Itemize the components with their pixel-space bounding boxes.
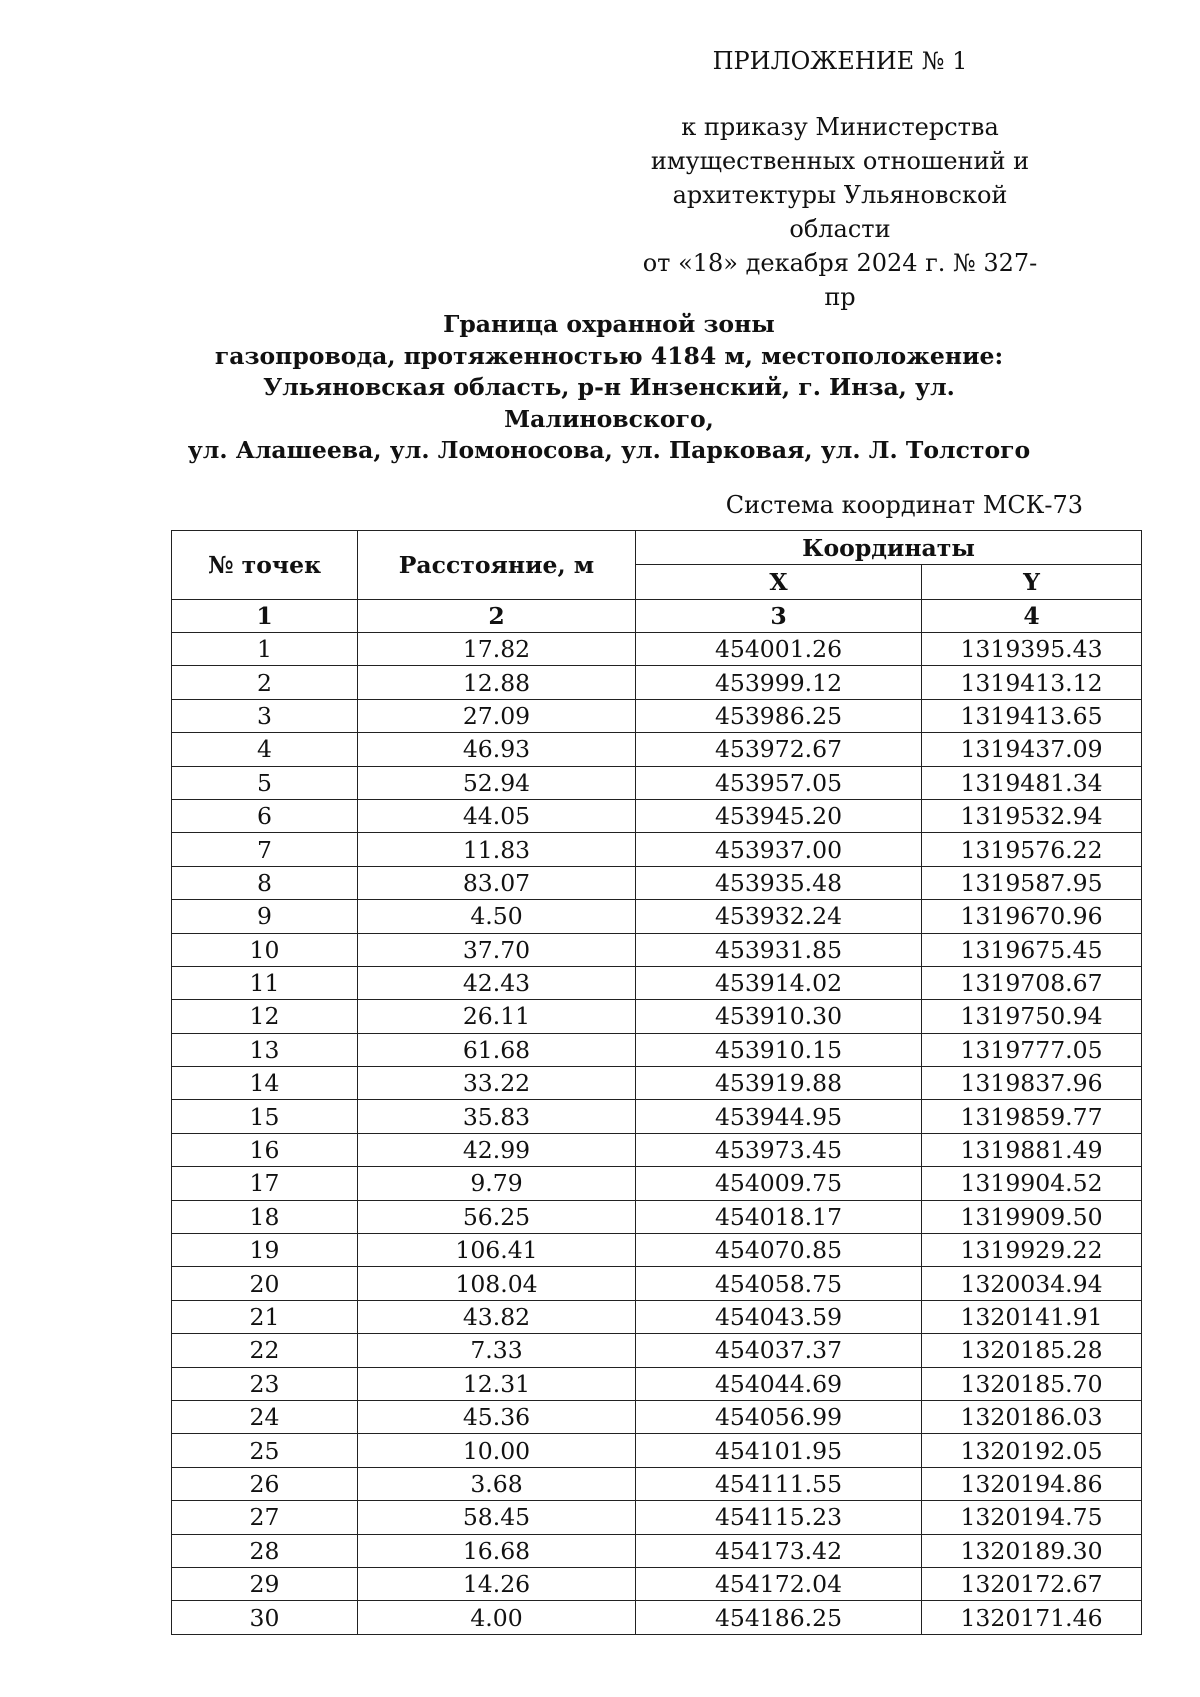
point-number-cell: 15 xyxy=(172,1100,358,1133)
x-coordinate-cell: 453999.12 xyxy=(636,666,922,699)
table-row xyxy=(172,1367,1142,1400)
table-row xyxy=(172,1067,1142,1100)
distance-cell: 52.94 xyxy=(358,766,636,799)
table-row xyxy=(172,1601,1142,1634)
y-coordinate-cell: 1319777.05 xyxy=(922,1033,1142,1066)
point-number-cell: 3 xyxy=(172,699,358,732)
document-title-line: ул. Алашеева, ул. Ломоносова, ул. Парковая, ул. Л. Толстого xyxy=(187,436,1031,464)
point-number-cell: 23 xyxy=(172,1367,358,1400)
distance-cell: 37.70 xyxy=(358,933,636,966)
point-number-cell: 17 xyxy=(172,1167,358,1200)
coordinates-table xyxy=(171,530,1142,1635)
distance-cell: 33.22 xyxy=(358,1067,636,1100)
header-coordinates: Координаты xyxy=(636,531,1142,565)
column-number: 3 xyxy=(636,600,922,633)
point-number-cell: 25 xyxy=(172,1434,358,1467)
x-coordinate-cell: 454009.75 xyxy=(636,1167,922,1200)
x-coordinate-cell: 453935.48 xyxy=(636,866,922,899)
table-row xyxy=(172,1100,1142,1133)
distance-cell: 58.45 xyxy=(358,1501,636,1534)
x-coordinate-cell: 454001.26 xyxy=(636,633,922,666)
y-coordinate-cell: 1320192.05 xyxy=(922,1434,1142,1467)
table-body xyxy=(172,633,1142,1635)
y-coordinate-cell: 1320194.86 xyxy=(922,1467,1142,1500)
header-y: Y xyxy=(922,565,1142,600)
distance-cell: 42.43 xyxy=(358,966,636,999)
x-coordinate-cell: 454186.25 xyxy=(636,1601,922,1634)
point-number-cell: 18 xyxy=(172,1200,358,1233)
point-number-cell: 16 xyxy=(172,1133,358,1166)
document-title xyxy=(170,309,1048,467)
y-coordinate-cell: 1319481.34 xyxy=(922,766,1142,799)
distance-cell: 4.00 xyxy=(358,1601,636,1634)
point-number-cell: 22 xyxy=(172,1334,358,1367)
distance-cell: 43.82 xyxy=(358,1300,636,1333)
y-coordinate-cell: 1319587.95 xyxy=(922,866,1142,899)
distance-cell: 17.82 xyxy=(358,633,636,666)
table-row xyxy=(172,766,1142,799)
point-number-cell: 9 xyxy=(172,900,358,933)
distance-cell: 106.41 xyxy=(358,1234,636,1267)
y-coordinate-cell: 1320194.75 xyxy=(922,1501,1142,1534)
x-coordinate-cell: 453931.85 xyxy=(636,933,922,966)
x-coordinate-cell: 454111.55 xyxy=(636,1467,922,1500)
document-title-line: газопровода, протяженностью 4184 м, местоположение: xyxy=(214,341,1004,370)
table-row xyxy=(172,900,1142,933)
x-coordinate-cell: 453957.05 xyxy=(636,766,922,799)
y-coordinate-cell: 1320185.28 xyxy=(922,1334,1142,1367)
coordinate-system-label: Система координат МСК-73 xyxy=(725,491,1083,519)
point-number-cell: 14 xyxy=(172,1067,358,1100)
table-row xyxy=(172,666,1142,699)
header-x: X xyxy=(636,565,922,600)
y-coordinate-cell: 1320034.94 xyxy=(922,1267,1142,1300)
column-number: 4 xyxy=(922,600,1142,633)
point-number-cell: 12 xyxy=(172,1000,358,1033)
table-row xyxy=(172,699,1142,732)
x-coordinate-cell: 454101.95 xyxy=(636,1434,922,1467)
appendix-title: ПРИЛОЖЕНИЕ № 1 xyxy=(712,47,968,75)
x-coordinate-cell: 454037.37 xyxy=(636,1334,922,1367)
table-row xyxy=(172,833,1142,866)
y-coordinate-cell: 1320141.91 xyxy=(922,1300,1142,1333)
distance-cell: 12.88 xyxy=(358,666,636,699)
table-row xyxy=(172,966,1142,999)
distance-cell: 12.31 xyxy=(358,1367,636,1400)
x-coordinate-cell: 454070.85 xyxy=(636,1234,922,1267)
y-coordinate-cell: 1319837.96 xyxy=(922,1067,1142,1100)
y-coordinate-cell: 1319675.45 xyxy=(922,933,1142,966)
x-coordinate-cell: 454172.04 xyxy=(636,1567,922,1600)
table-row xyxy=(172,1033,1142,1066)
appendix-line: к приказу Министерства xyxy=(681,113,999,141)
distance-cell: 42.99 xyxy=(358,1133,636,1166)
point-number-cell: 30 xyxy=(172,1601,358,1634)
table-row xyxy=(172,633,1142,666)
point-number-cell: 8 xyxy=(172,866,358,899)
y-coordinate-cell: 1319395.43 xyxy=(922,633,1142,666)
x-coordinate-cell: 453945.20 xyxy=(636,799,922,832)
point-number-cell: 20 xyxy=(172,1267,358,1300)
x-coordinate-cell: 454058.75 xyxy=(636,1267,922,1300)
distance-cell: 61.68 xyxy=(358,1033,636,1066)
y-coordinate-cell: 1320185.70 xyxy=(922,1367,1142,1400)
distance-cell: 4.50 xyxy=(358,900,636,933)
document-title-line: Ульяновская область, р-н Инзенский, г. Инза, ул. Малиновского, xyxy=(263,373,955,433)
y-coordinate-cell: 1319750.94 xyxy=(922,1000,1142,1033)
table-row xyxy=(172,1000,1142,1033)
x-coordinate-cell: 454044.69 xyxy=(636,1367,922,1400)
x-coordinate-cell: 453932.24 xyxy=(636,900,922,933)
y-coordinate-cell: 1319413.12 xyxy=(922,666,1142,699)
y-coordinate-cell: 1319437.09 xyxy=(922,733,1142,766)
point-number-cell: 4 xyxy=(172,733,358,766)
y-coordinate-cell: 1319413.65 xyxy=(922,699,1142,732)
x-coordinate-cell: 453986.25 xyxy=(636,699,922,732)
table-row xyxy=(172,1400,1142,1433)
x-coordinate-cell: 453910.30 xyxy=(636,1000,922,1033)
y-coordinate-cell: 1319909.50 xyxy=(922,1200,1142,1233)
x-coordinate-cell: 453972.67 xyxy=(636,733,922,766)
x-coordinate-cell: 454115.23 xyxy=(636,1501,922,1534)
table-row xyxy=(172,1467,1142,1500)
y-coordinate-cell: 1319708.67 xyxy=(922,966,1142,999)
table-row xyxy=(172,1167,1142,1200)
distance-cell: 27.09 xyxy=(358,699,636,732)
point-number-cell: 19 xyxy=(172,1234,358,1267)
x-coordinate-cell: 453973.45 xyxy=(636,1133,922,1166)
point-number-cell: 29 xyxy=(172,1567,358,1600)
table-row xyxy=(172,1501,1142,1534)
y-coordinate-cell: 1319576.22 xyxy=(922,833,1142,866)
y-coordinate-cell: 1319859.77 xyxy=(922,1100,1142,1133)
x-coordinate-cell: 453937.00 xyxy=(636,833,922,866)
table-row xyxy=(172,1300,1142,1333)
table-row xyxy=(172,1234,1142,1267)
appendix-line: архитектуры Ульяновской области xyxy=(672,181,1008,243)
point-number-cell: 28 xyxy=(172,1534,358,1567)
distance-cell: 56.25 xyxy=(358,1200,636,1233)
x-coordinate-cell: 454056.99 xyxy=(636,1400,922,1433)
table-row xyxy=(172,933,1142,966)
x-coordinate-cell: 454018.17 xyxy=(636,1200,922,1233)
distance-cell: 45.36 xyxy=(358,1400,636,1433)
point-number-cell: 21 xyxy=(172,1300,358,1333)
y-coordinate-cell: 1320189.30 xyxy=(922,1534,1142,1567)
table-row xyxy=(172,1334,1142,1367)
distance-cell: 11.83 xyxy=(358,833,636,866)
appendix-order-date-line: от «18» декабря 2024 г. № 327-пр xyxy=(642,249,1038,311)
point-number-cell: 6 xyxy=(172,799,358,832)
distance-cell: 3.68 xyxy=(358,1467,636,1500)
point-number-cell: 2 xyxy=(172,666,358,699)
appendix-header xyxy=(640,44,1040,314)
distance-cell: 14.26 xyxy=(358,1567,636,1600)
table-row xyxy=(172,1567,1142,1600)
point-number-cell: 10 xyxy=(172,933,358,966)
table-row xyxy=(172,733,1142,766)
distance-cell: 26.11 xyxy=(358,1000,636,1033)
distance-cell: 10.00 xyxy=(358,1434,636,1467)
y-coordinate-cell: 1320186.03 xyxy=(922,1400,1142,1433)
document-title-line: Граница охранной зоны xyxy=(443,310,775,338)
distance-cell: 9.79 xyxy=(358,1167,636,1200)
table-row xyxy=(172,866,1142,899)
point-number-cell: 26 xyxy=(172,1467,358,1500)
table-row xyxy=(172,1200,1142,1233)
table-row xyxy=(172,1267,1142,1300)
x-coordinate-cell: 454043.59 xyxy=(636,1300,922,1333)
table-row xyxy=(172,1534,1142,1567)
column-number: 2 xyxy=(358,600,636,633)
header-distance: Расстояние, м xyxy=(358,531,636,600)
distance-cell: 46.93 xyxy=(358,733,636,766)
y-coordinate-cell: 1320172.67 xyxy=(922,1567,1142,1600)
point-number-cell: 24 xyxy=(172,1400,358,1433)
table-row xyxy=(172,1434,1142,1467)
distance-cell: 16.68 xyxy=(358,1534,636,1567)
point-number-cell: 13 xyxy=(172,1033,358,1066)
point-number-cell: 7 xyxy=(172,833,358,866)
x-coordinate-cell: 453910.15 xyxy=(636,1033,922,1066)
point-number-cell: 1 xyxy=(172,633,358,666)
point-number-cell: 5 xyxy=(172,766,358,799)
x-coordinate-cell: 453919.88 xyxy=(636,1067,922,1100)
y-coordinate-cell: 1319904.52 xyxy=(922,1167,1142,1200)
x-coordinate-cell: 453914.02 xyxy=(636,966,922,999)
y-coordinate-cell: 1319929.22 xyxy=(922,1234,1142,1267)
point-number-cell: 11 xyxy=(172,966,358,999)
table-row xyxy=(172,799,1142,832)
distance-cell: 7.33 xyxy=(358,1334,636,1367)
distance-cell: 83.07 xyxy=(358,866,636,899)
point-number-cell: 27 xyxy=(172,1501,358,1534)
y-coordinate-cell: 1319532.94 xyxy=(922,799,1142,832)
x-coordinate-cell: 454173.42 xyxy=(636,1534,922,1567)
x-coordinate-cell: 453944.95 xyxy=(636,1100,922,1133)
table-row xyxy=(172,1133,1142,1166)
distance-cell: 108.04 xyxy=(358,1267,636,1300)
appendix-line: имущественных отношений и xyxy=(650,147,1030,175)
column-number: 1 xyxy=(172,600,358,633)
y-coordinate-cell: 1319881.49 xyxy=(922,1133,1142,1166)
distance-cell: 35.83 xyxy=(358,1100,636,1133)
header-points: № точек xyxy=(172,531,358,600)
y-coordinate-cell: 1319670.96 xyxy=(922,900,1142,933)
y-coordinate-cell: 1320171.46 xyxy=(922,1601,1142,1634)
distance-cell: 44.05 xyxy=(358,799,636,832)
